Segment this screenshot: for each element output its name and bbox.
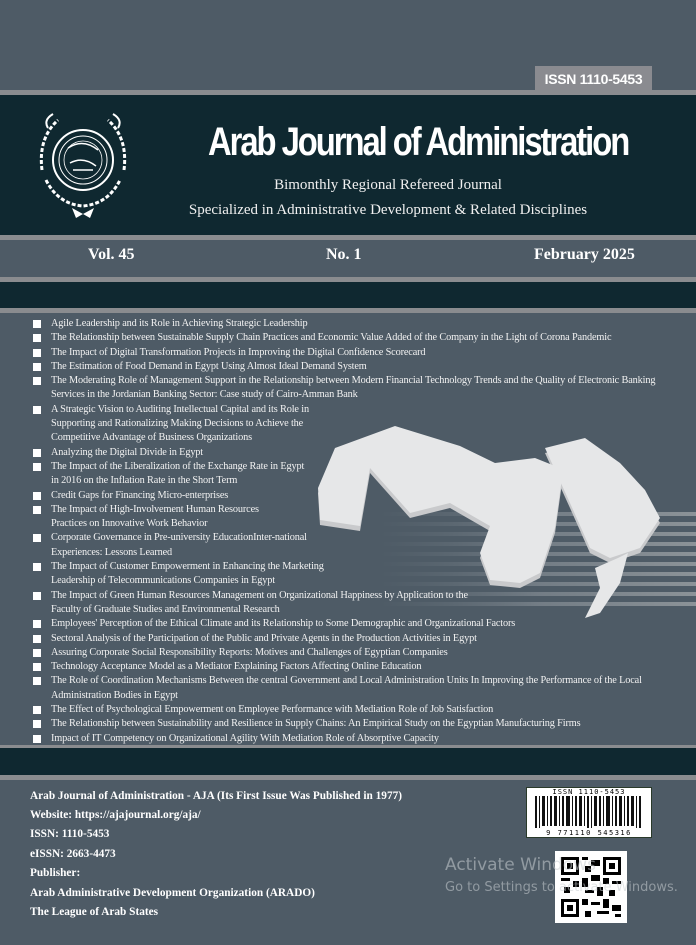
journal-subtitle: Bimonthly Regional Refereed Journal bbox=[274, 177, 502, 193]
volume: Vol. 45 bbox=[88, 246, 135, 263]
toc-item: The Effect of Psychological Empowerment on Employee Performance with Mediation Role of Job Satisfaction bbox=[33, 703, 683, 717]
journal-specialization: Specialized in Administrative Development & Related Disciplines bbox=[188, 202, 588, 218]
separator bbox=[0, 775, 696, 780]
toc-item: Sectoral Analysis of the Participation of the Public and Private Agents in the Production Activities in Egypt bbox=[33, 632, 683, 646]
issn-tag: ISSN 1110-5453 bbox=[535, 66, 652, 91]
issue-number: No. 1 bbox=[326, 246, 362, 263]
table-of-contents bbox=[33, 317, 683, 746]
separator bbox=[0, 308, 696, 313]
toc-item: The Impact of Digital Transformation Projects in Improving the Digital Confidence Scorecard bbox=[33, 346, 683, 360]
activate-windows-hint: Go to Settings to activate Windows. bbox=[445, 880, 678, 895]
toc-item: Assuring Corporate Social Responsibility Reports: Motives and Challenges of Egyptian Companies bbox=[33, 646, 683, 660]
dark-band bbox=[0, 748, 696, 775]
toc-item: The Role of Coordination Mechanisms Between the central Government and Local Administration Units In Improving the Performance of the Local Administration Bodies in Egypt bbox=[33, 674, 671, 703]
toc-item: Corporate Governance in Pre-university EducationInter-national Experiences: Lessons Learned bbox=[33, 531, 326, 560]
toc-item: Analyzing the Digital Divide in Egypt bbox=[33, 446, 683, 460]
league: The League of Arab States bbox=[30, 906, 159, 918]
toc-item: The Impact of Customer Empowerment in Enhancing the Marketing Leadership of Telecommunications Companies in Egypt bbox=[33, 560, 356, 589]
toc-item: The Impact of Green Human Resources Management on Organizational Happiness by Application to the Faculty of Graduate Studies and Environmental Research bbox=[33, 589, 491, 618]
toc-item: Employees' Perception of the Ethical Climate and its Relationship to Some Demographic and Organizational Factors bbox=[33, 617, 683, 631]
toc-item: Technology Acceptance Model as a Mediator Explaining Factors Affecting Online Education bbox=[33, 660, 683, 674]
barcode-bars-icon bbox=[535, 796, 645, 828]
issn: ISSN: 1110-5453 bbox=[30, 828, 110, 840]
toc-item: Credit Gaps for Financing Micro-enterprises bbox=[33, 489, 683, 503]
barcode-top-text: ISSN 1110-5453 bbox=[552, 788, 626, 796]
eissn: eISSN: 2663-4473 bbox=[30, 848, 116, 860]
toc-item: The Relationship between Sustainable Supply Chain Practices and Economic Value Added of the Company in the Light of Corona Pandemic bbox=[33, 331, 683, 345]
toc-item: The Impact of the Liberalization of the Exchange Rate in Egypt in 2016 on the Inflation Rate in the Short Term bbox=[33, 460, 306, 489]
barcode bbox=[526, 787, 652, 838]
publisher-name: Arab Administrative Development Organization (ARADO) bbox=[30, 887, 315, 899]
toc-item: Impact of IT Competency on Organizational Agility With Mediation Role of Absorptive Capacity bbox=[33, 732, 683, 746]
toc-item: The Impact of High-Involvement Human Resources Practices on Innovative Work Behavior bbox=[33, 503, 291, 532]
journal-title: Arab Journal of Administration bbox=[208, 120, 629, 164]
toc-item: The Moderating Role of Management Support in the Relationship between Modern Financial Technology Trends and the Quality of Electronic Banking Services in the Jordanian Banking Sector: Case study of Cairo-Amman Bank bbox=[33, 374, 661, 403]
activate-windows-watermark: Activate Windows bbox=[445, 855, 596, 875]
separator bbox=[0, 235, 696, 240]
journal-history: Arab Journal of Administration - AJA (Its First Issue Was Published in 1977) bbox=[30, 790, 403, 802]
dark-band bbox=[0, 282, 696, 308]
publisher-label: Publisher: bbox=[30, 867, 81, 879]
toc-item: Agile Leadership and its Role in Achieving Strategic Leadership bbox=[33, 317, 683, 331]
website-link[interactable]: Website: https://ajajournal.org/aja/ bbox=[30, 809, 201, 821]
barcode-bottom-text: 9 771110 545316 bbox=[546, 829, 632, 837]
toc-item: A Strategic Vision to Auditing Intellectual Capital and its Role in Supporting and Rationalizing Making Decisions to Achieve the Competitive Advantage of Business Organizations bbox=[33, 403, 336, 446]
toc-item: The Estimation of Food Demand in Egypt Using Almost Ideal Demand System bbox=[33, 360, 683, 374]
toc-item: The Relationship between Sustainability and Resilience in Supply Chains: An Empirical Study on the Egyptian Manufacturing Firms bbox=[33, 717, 683, 731]
issue-date: February 2025 bbox=[534, 246, 635, 263]
